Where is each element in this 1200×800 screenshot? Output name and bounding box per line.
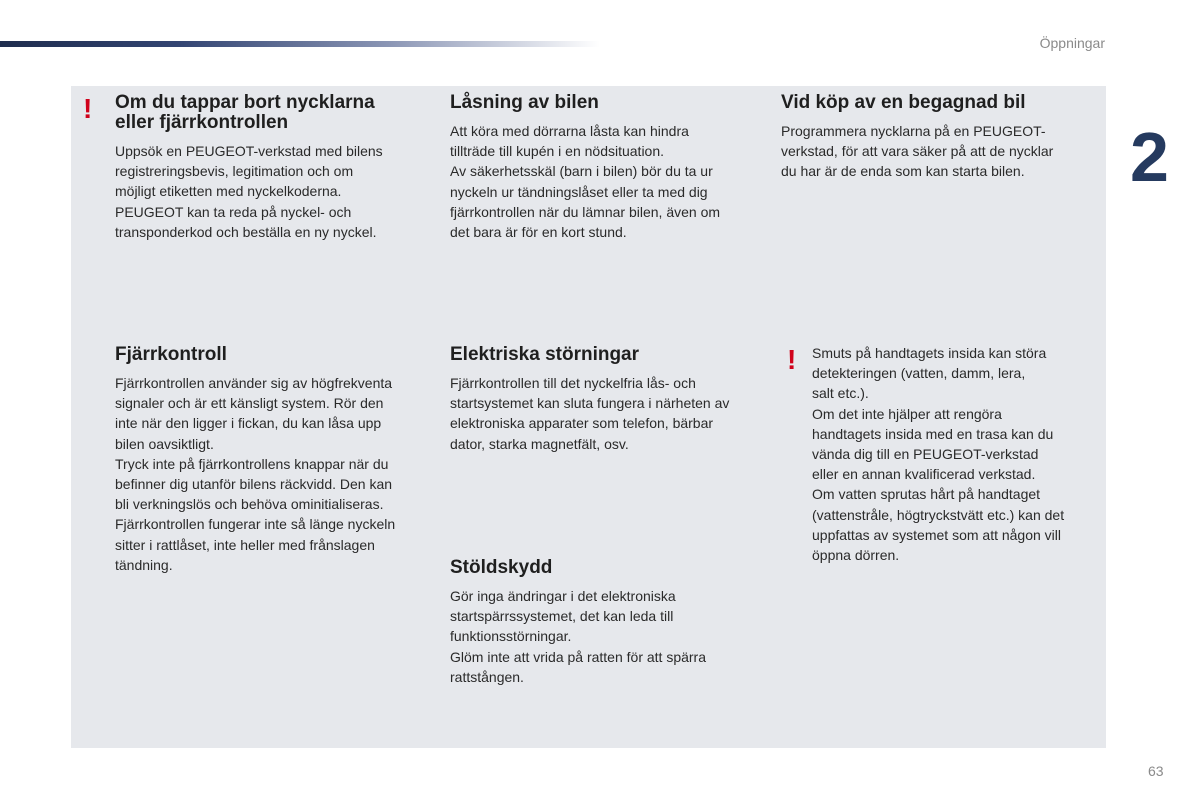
used-car-body: Programmera nycklarna på en PEUGEOT- verkstad, för att vara säker på att de nycklar du har är de enda som kan starta bilen. <box>781 123 1054 180</box>
locking-title: Låsning av bilen <box>450 92 599 113</box>
electrical-title: Elektriska störningar <box>450 344 640 365</box>
remote-title: Fjärrkontroll <box>115 344 227 365</box>
remote-body: Fjärrkontrollen använder sig av högfrekventa signaler och är ett känsligt system. Rör den inte när den ligger i fickan, du kan låsa upp bilen oavsiktligt. Tryck inte på fjärrkontrollens knappar när du befinner dig utanför bilens räckvidd. Den kan bli verkningslös och behöva ominitialiseras. Fjärrkontrollen fungerar inte så länge nyckeln sitter i rattlåset, inte heller med frånslagen tändning. <box>115 375 396 573</box>
theft-body: Gör inga ändringar i det elektroniska startspärrssystemet, det kan leda till funktionsstörningar. Glöm inte att vrida på ratten för att spärra rattstången. <box>450 588 707 685</box>
used-car-title: Vid köp av en begagnad bil <box>781 92 1026 113</box>
warning-exclamation-icon: ! <box>83 93 93 124</box>
theft-title: Stöldskydd <box>450 557 553 578</box>
dirt-warning-body: Smuts på handtagets insida kan störa detekteringen (vatten, damm, lera, salt etc.). Om det inte hjälper att rengöra handtagets insida med en trasa kan du vända dig till en PEUGEOT-verkstad eller en annan kvalificerad verkstad. Om vatten sprutas hårt på handtaget (vattenstråle, högtryckstvätt etc.) kan det uppfattas av systemet som att någon vill öppna dörren. <box>812 345 1065 564</box>
locking-section <box>450 93 770 242</box>
lost-keys-body: Uppsök en PEUGEOT-verkstad med bilens registreringsbevis, legitimation och om möjligt etiketten med nyckelkoderna. PEUGEOT kan ta reda på nyckel- och transponderkod och beställa en ny nyckel. <box>115 143 383 240</box>
lost-keys-section <box>115 93 435 242</box>
lost-keys-title: Om du tappar bort nycklarna eller fjärrkontrollen <box>115 92 375 133</box>
used-car-section <box>781 93 1101 182</box>
locking-body: Att köra med dörrarna låsta kan hindra tillträde till kupén i en nödsituation. Av säkerhetsskäl (barn i bilen) bör du ta ur nyckeln ur tändningslåset eller ta med dig fjärrkontrollen när du lämnar bilen, även om det bara är för en kort stund. <box>450 123 721 241</box>
dirt-warning-section <box>812 343 1102 565</box>
page-number: 63 <box>1148 763 1164 779</box>
electrical-body: Fjärrkontrollen till det nyckelfria lås- och startsystemet kan sluta fungera i närheten av elektroniska apparater som telefon, bärbar dator, starka magnetfält, osv. <box>450 375 730 452</box>
header-gradient-bar <box>0 41 600 47</box>
chapter-number: 2 <box>1130 118 1169 196</box>
theft-section <box>450 558 770 687</box>
remote-section <box>115 345 435 575</box>
section-title: Öppningar <box>1039 35 1105 51</box>
electrical-section <box>450 345 770 454</box>
warning-exclamation-icon: ! <box>787 344 797 375</box>
